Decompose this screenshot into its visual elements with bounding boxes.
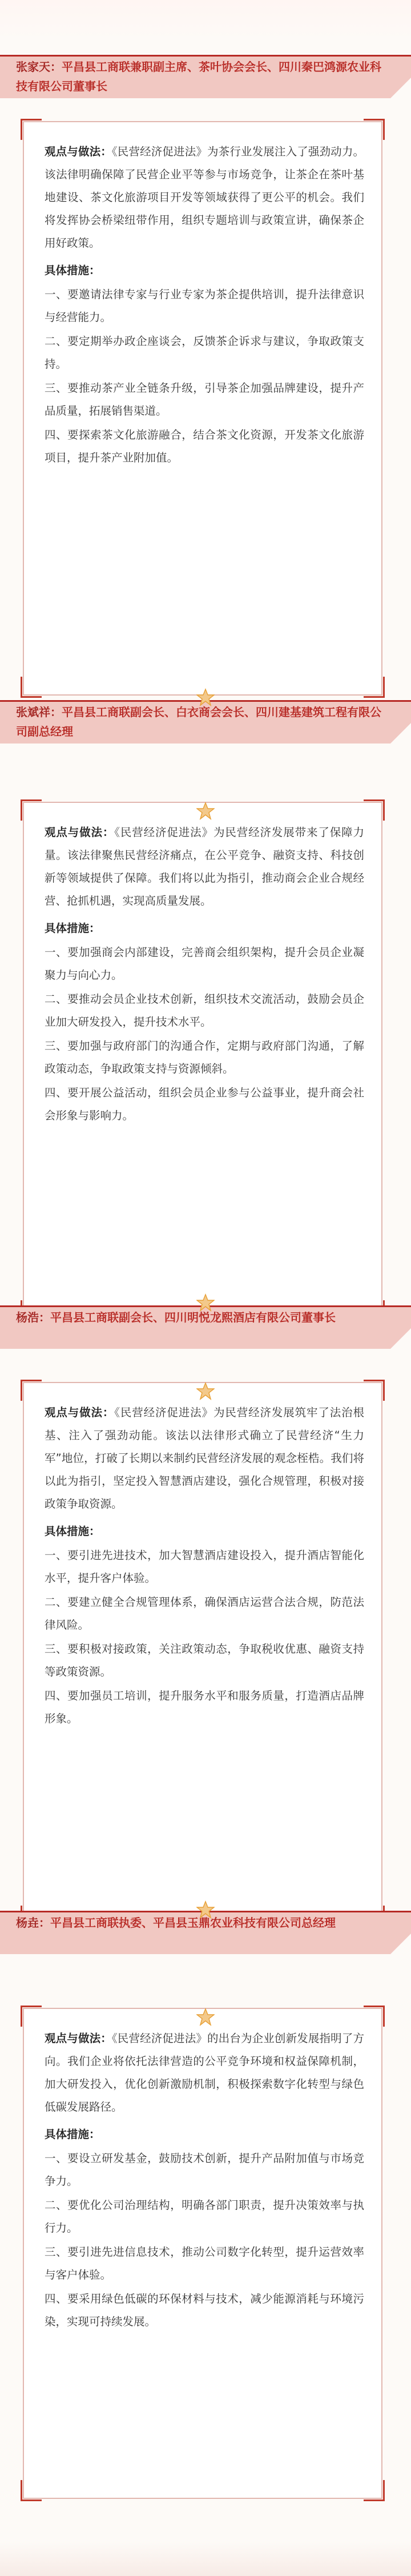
card-corner <box>364 799 385 821</box>
header-title <box>16 702 388 741</box>
person-title: 平昌县工商联副会长、白衣商会会长、四川建基建筑工程有限公司副总经理 <box>16 705 381 738</box>
viewpoint-paragraph <box>45 2027 364 2119</box>
person-name: 杨浩： <box>16 1311 50 1324</box>
card-corner <box>21 119 42 140</box>
viewpoint-paragraph <box>45 1401 364 1516</box>
measure-item: 一、要邀请法律专家与行业专家为茶企提供培训，提升法律意识与经营能力。 <box>45 288 364 324</box>
measure-item: 三、要推动茶产业全链条升级，引导茶企加强品牌建设，提升产品质量，拓展销售渠道。 <box>45 381 364 417</box>
person-name: 张家天： <box>16 60 62 74</box>
content-card <box>23 2008 382 2499</box>
measures-title: 具体措施： <box>45 922 100 935</box>
header-corner <box>390 1934 411 1954</box>
card-corner <box>21 799 42 821</box>
person-title: 平昌县工商联副会长、四川明悦龙熙酒店有限公司董事长 <box>50 1311 336 1324</box>
header-accent-line <box>0 55 411 57</box>
measures-title: 具体措施： <box>45 1525 100 1538</box>
content-card <box>23 1382 382 1924</box>
card-corner <box>364 1380 385 1401</box>
person-name: 张斌祥： <box>16 705 62 719</box>
card-body <box>45 140 364 471</box>
card-corner <box>21 2006 42 2027</box>
content-card <box>23 121 382 696</box>
card-body <box>45 2027 364 2334</box>
card-corner <box>364 2006 385 2027</box>
viewpoint-text: 《民营经济促进法》为民营经济发展筑牢了法治根基、注入了强劲动能。该法以法律形式确立了民营经济“生力军”地位，打破了长期以来制约民营经济发展的观念桎梏。我们将以此为指引，坚定投入智慧酒店建设，强化合规管理，积极对接政策争取资源。 <box>45 1406 364 1510</box>
viewpoint-text: 《民营经济促进法》为茶行业发展注入了强劲动力。该法律明确保障了民营企业平等参与市场竞争，让茶企在茶叶基地建设、茶文化旅游项目开发等领域获得了更公平的机会。我们将发挥协会桥梁纽带作用，组织专题培训与政策宣讲，确保茶企用好政策。 <box>45 145 364 250</box>
measure-item: 二、要优化公司治理结构，明确各部门职责，提升决策效率与执行力。 <box>45 2199 364 2235</box>
bottom-decoration <box>0 2542 411 2576</box>
measures-title: 具体措施： <box>45 2128 100 2141</box>
star-icon <box>196 1900 215 1919</box>
measure-item: 三、要积极对接政策，关注政策动态，争取税收优惠、融资支持等政策资源。 <box>45 1642 364 1678</box>
card-corner <box>364 2480 385 2501</box>
card-body <box>45 821 364 1128</box>
star-icon <box>196 802 215 820</box>
measure-item: 一、要设立研发基金，鼓励技术创新，提升产品附加值与市场竞争力。 <box>45 2152 364 2188</box>
header-corner <box>390 723 411 744</box>
star-icon <box>196 1293 215 1312</box>
measures-title: 具体措施： <box>45 264 100 277</box>
card-corner <box>21 677 42 698</box>
card-corner <box>21 2480 42 2501</box>
measure-item: 三、要加强与政府部门的沟通合作，定期与政府部门沟通，了解政策动态，争取政策支持与资源倾斜。 <box>45 1039 364 1075</box>
measure-item: 一、要引进先进技术，加大智慧酒店建设投入，提升酒店智能化水平，提升客户体验。 <box>45 1549 364 1585</box>
star-icon <box>196 1382 215 1400</box>
top-background <box>0 0 411 40</box>
viewpoint-text: 《民营经济促进法》的出台为企业创新发展指明了方向。我们企业将依托法律营造的公平竞争环境和权益保障机制，加大研发投入，优化创新激励机制，积极探索数字化转型与绿色低碳发展路径。 <box>45 2032 364 2113</box>
star-icon <box>196 688 215 706</box>
measure-item: 四、要加强员工培训，提升服务水平和服务质量，打造酒店品牌形象。 <box>45 1689 364 1725</box>
measure-item: 三、要引进先进信息技术，推动公司数字化转型，提升运营效率与客户体验。 <box>45 2245 364 2281</box>
viewpoint-label: 观点与做法： <box>45 145 112 158</box>
measure-item: 四、要采用绿色低碳的环保材料与技术，减少能源消耗与环境污染，实现可持续发展。 <box>45 2292 364 2328</box>
measure-item: 四、要开展公益活动，组织会员企业参与公益事业，提升商会社会形象与影响力。 <box>45 1086 364 1122</box>
section-header <box>0 55 411 98</box>
header-corner <box>390 1328 411 1349</box>
viewpoint-label: 观点与做法： <box>45 2032 112 2045</box>
measure-item: 二、要建立健全合规管理体系，确保酒店运营合法合规，防范法律风险。 <box>45 1596 364 1631</box>
person-title: 平昌县工商联兼职副主席、茶叶协会会长、四川秦巴鸿源农业科技有限公司董事长 <box>16 60 381 93</box>
header-corner <box>390 78 411 98</box>
measure-item: 四、要探索茶文化旅游融合，结合茶文化资源，开发茶文化旅游项目，提升茶产业附加值。 <box>45 428 364 464</box>
header-title <box>16 57 388 96</box>
viewpoint-text: 《民营经济促进法》为民营经济发展带来了保障力量。该法律聚焦民营经济痛点，在公平竞争、融资支持、科技创新等领域提供了保障。我们将以此为指引，推动商会企业合规经营、抢抓机遇，实现高质量发展。 <box>45 826 364 907</box>
person-title: 平昌县工商联执委、平昌县玉鼎农业科技有限公司总经理 <box>50 1916 336 1930</box>
measure-item: 二、要定期举办政企座谈会，反馈茶企诉求与建议，争取政策支持。 <box>45 335 364 371</box>
measure-item: 二、要推动会员企业技术创新，组织技术交流活动，鼓励会员企业加大研发投入，提升技术水平。 <box>45 992 364 1028</box>
viewpoint-paragraph <box>45 140 364 255</box>
section-header <box>0 1305 411 1349</box>
card-corner <box>364 677 385 698</box>
viewpoint-paragraph <box>45 821 364 913</box>
star-icon <box>196 2008 215 2026</box>
measure-item: 一、要加强商会内部建设，完善商会组织架构，提升会员企业凝聚力与向心力。 <box>45 946 364 982</box>
card-corner <box>364 119 385 140</box>
person-name: 杨垚： <box>16 1916 50 1930</box>
card-corner <box>21 1380 42 1401</box>
section-header <box>0 700 411 744</box>
viewpoint-label: 观点与做法： <box>45 826 115 839</box>
card-body <box>45 1401 364 1731</box>
viewpoint-label: 观点与做法： <box>45 1406 115 1419</box>
content-card <box>23 802 382 1319</box>
